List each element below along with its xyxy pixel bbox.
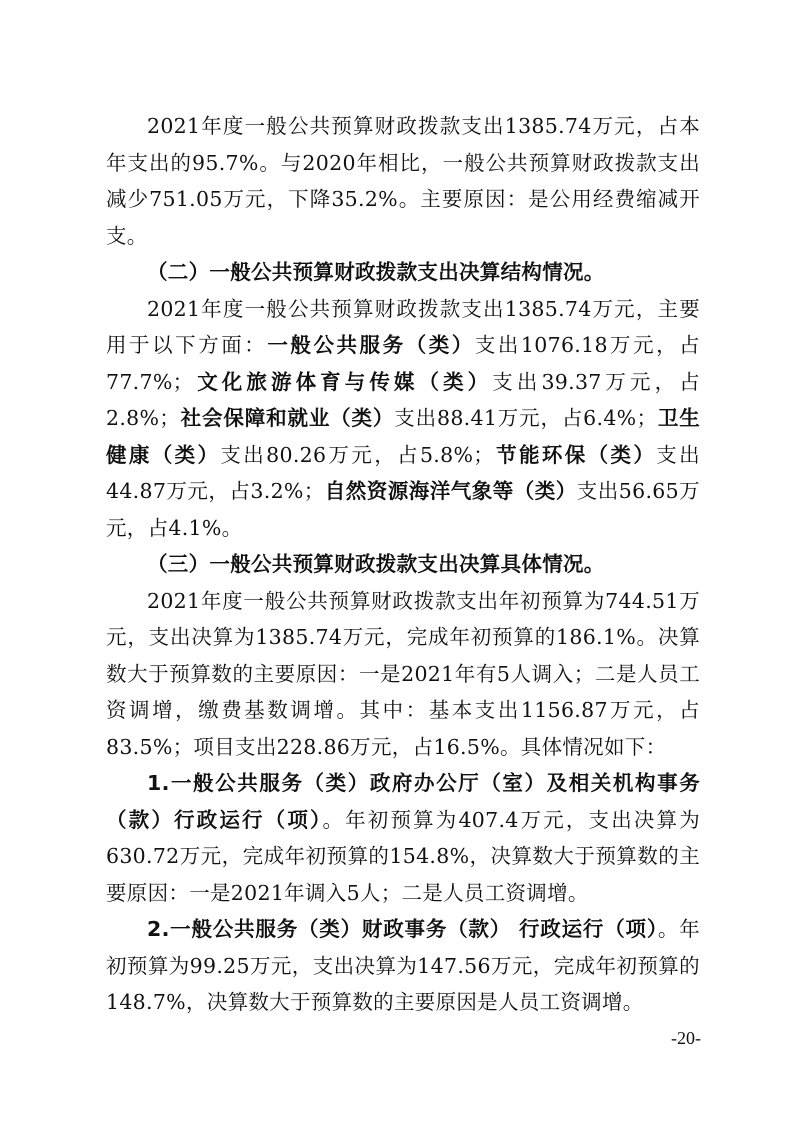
detail-item-2-text: 。年初预算为99.25万元，支出决算为147.56万元，完成年初预算的148.7%，决算数大于预算数的主要原因是人员工资调增。	[106, 917, 700, 1014]
detail-item-2	[106, 911, 700, 1021]
category-health: 卫生健康（类）	[106, 406, 700, 467]
paragraph-structure	[106, 291, 700, 547]
detail-item-1	[106, 765, 700, 911]
heading-structure: （二）一般公共预算财政拨款支出决算结构情况。	[147, 260, 605, 284]
category-social-security: 社会保障和就业（类）	[180, 406, 395, 430]
category-health-amount: 支出80.26万元，占5.8%；	[220, 442, 495, 467]
detail-item-2-title: 一般公共服务（类）财政事务（款） 行政运行（项）	[169, 917, 658, 941]
category-social-security-amount: 支出88.41万元，占6.4%；	[394, 406, 658, 430]
page-number: -20-	[671, 1028, 701, 1048]
category-culture-tourism: 文化旅游体育与传媒（类）	[193, 369, 493, 394]
category-general-public-services-amount: 支出1076.18万元，占77.7%；	[106, 333, 700, 394]
paragraph-expenditure-overview: 2021年度一般公共预算财政拨款支出1385.74万元，占本年支出的95.7%。与2020年相比，一般公共预算财政拨款支出减少751.05万元，下降35.2%。主要原因：是公用经费缩减开支。	[106, 114, 700, 248]
detail-item-1-number: 1.	[147, 771, 170, 795]
category-natural-resources-amount: 支出56.65万元，占4.1%。	[106, 479, 700, 540]
category-culture-tourism-amount: 支出39.37万元，占2.8%；	[106, 369, 700, 430]
detail-item-1-text: 。年初预算为407.4万元，支出决算为630.72万元，完成年初预算的154.8%，决算数大于预算数的主要原因：一是2021年调入5人；二是人员工资调增。	[106, 807, 701, 905]
category-energy-environment: 节能环保（类）	[494, 442, 657, 467]
heading-details: （三）一般公共预算财政拨款支出决算具体情况。	[147, 552, 605, 576]
category-general-public-services: 一般公共服务（类）	[267, 333, 475, 357]
paragraph-details: 2021年度一般公共预算财政拨款支出年初预算为744.51万元，支出决算为1385.74万元，完成年初预算的186.1%。决算数大于预算数的主要原因：一是2021年有5人调入；二是人员工资调增，缴费基数调增。其中：基本支出1156.87万元，占83.5%；项目支出228.86万元，占16.5%。具体情况如下：	[106, 588, 700, 759]
body-text	[106, 108, 700, 1021]
structure-intro: 2021年度一般公共预算财政拨款支出1385.74万元，主要用于以下方面：	[106, 296, 700, 357]
detail-item-2-number: 2.	[147, 917, 170, 941]
detail-item-1-title: 一般公共服务（类）政府办公厅（室）及相关机构事务（款）行政运行（项）	[106, 771, 700, 832]
category-natural-resources: 自然资源海洋气象等（类）	[324, 479, 577, 503]
category-energy-environment-amount: 支出44.87万元，占3.2%；	[106, 442, 700, 503]
